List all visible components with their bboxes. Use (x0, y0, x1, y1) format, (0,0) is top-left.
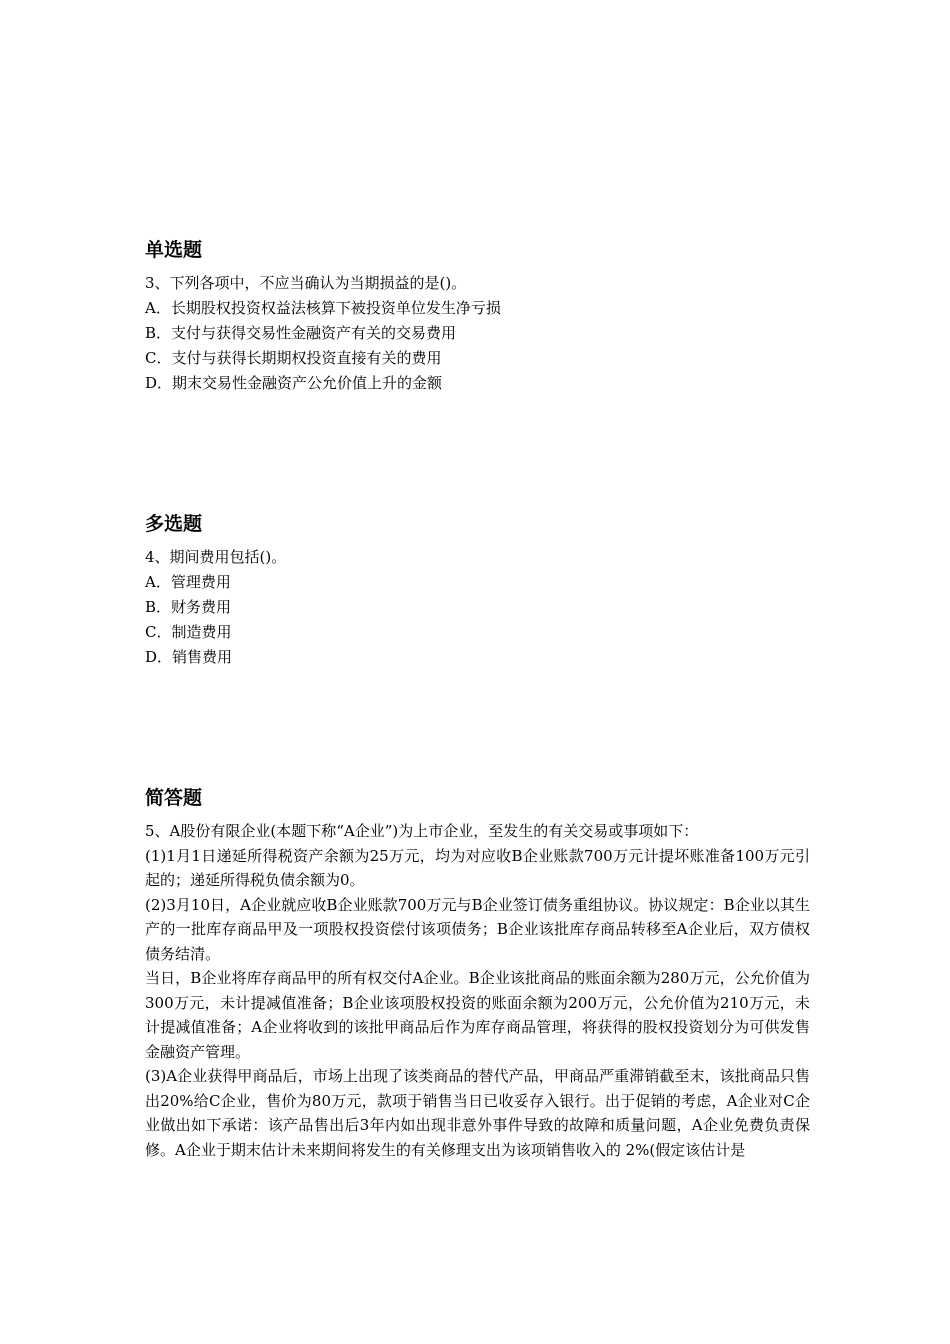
option-c: C．支付与获得长期期权投资直接有关的费用 (145, 349, 442, 367)
option-b: B．财务费用 (145, 598, 232, 616)
question-paragraph: (3)A企业获得甲商品后，市场上出现了该类商品的替代产品，甲商品严重滞销截至末，该批商品只售出20%给C企业，售价为80万元，款项于销售当日已收妥存入银行。出于促销的考虑，A企业对C企业做出如下承诺：该产品售出后3年内如出现非意外事件导致的故障和质量问题，A企业免费负责保修。A企业于期末估计未来期间将发生的有关修理支出为该项销售收入的 2%(假定该估计是 (145, 1067, 810, 1159)
question-text: 3、下列各项中，不应当确认为当期损益的是()。 (145, 274, 467, 292)
question-paragraph: (1)1月1日递延所得税资产余额为25万元，均为对应收B企业账款700万元计提坏账准备100万元引起的；递延所得税负债余额为0。 (145, 846, 810, 889)
multiple-choice-heading: 多选题 (145, 513, 203, 535)
multiple-choice-section (145, 511, 810, 670)
option-b: B．支付与获得交易性金融资产有关的交易费用 (145, 324, 457, 342)
option-d: D．销售费用 (145, 648, 233, 666)
single-choice-heading: 单选题 (145, 239, 203, 261)
short-answer-heading: 简答题 (145, 787, 203, 809)
question-text: 4、期间费用包括()。 (145, 548, 287, 566)
option-c: C．制造费用 (145, 623, 232, 641)
option-a: A．长期股权投资权益法核算下被投资单位发生净亏损 (145, 299, 501, 317)
question-paragraph: 5、A股份有限企业(本题下称“A企业”)为上市企业，至发生的有关交易或事项如下： (145, 822, 699, 840)
question-paragraph: 当日，B企业将库存商品甲的所有权交付A企业。B企业该批商品的账面余额为280万元，公允价值为300万元，未计提减值准备；B企业该项股权投资的账面余额为200万元，公允价值为210万元，未计提减值准备；A企业将收到的该批甲商品后作为库存商品管理，将获得的股权投资划分为可供发售金融资产管理。 (145, 969, 810, 1061)
short-answer-section (145, 785, 810, 1162)
option-a: A．管理费用 (145, 573, 231, 591)
single-choice-section (145, 237, 810, 396)
option-d: D．期末交易性金融资产公允价值上升的金额 (145, 374, 443, 392)
question-paragraph: (2)3月10日，A企业就应收B企业账款700万元与B企业签订债务重组协议。协议规定：B企业以其生产的一批库存商品甲及一项股权投资偿付该项债务；B企业该批库存商品转移至A企业后，双方债权债务结清。 (145, 895, 810, 963)
